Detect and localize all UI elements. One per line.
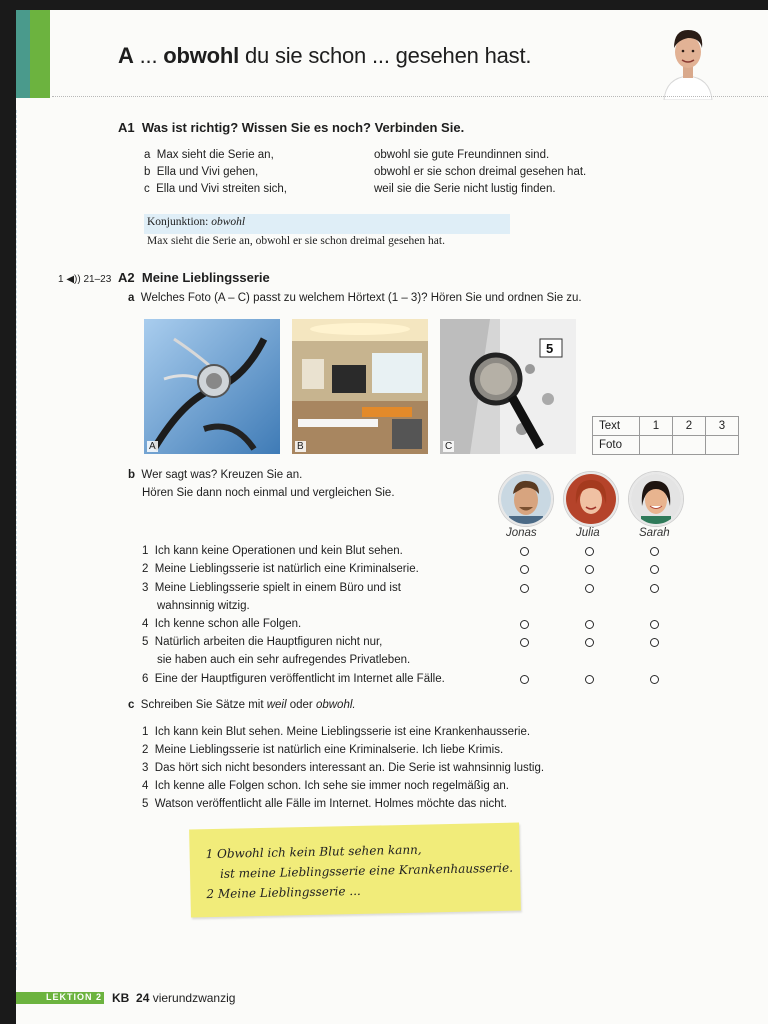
footer-lektion: LEKTION 2	[46, 992, 103, 1002]
header-divider	[52, 96, 768, 97]
a2-number: A2	[118, 270, 135, 285]
svg-text:5: 5	[546, 341, 554, 356]
radio-5-julia[interactable]	[585, 638, 594, 647]
sentence-4: 4 Ich kenne alle Folgen schon. Ich sehe sie immer noch regelmäßig an.	[142, 780, 509, 792]
radio-4-julia[interactable]	[585, 620, 594, 629]
statement-5-cont: sie haben auch ein sehr aufregendes Privatleben.	[157, 654, 411, 666]
radio-6-julia[interactable]	[585, 675, 594, 684]
photo-office	[292, 319, 428, 454]
a2-part-b-instruction: b Wer sagt was? Kreuzen Sie an.	[128, 469, 303, 481]
photo-stethoscope	[144, 319, 280, 454]
statement-3: 3 Meine Lieblingsserie spielt in einem Büro und ist	[142, 582, 401, 594]
radio-2-jonas[interactable]	[520, 565, 529, 574]
radio-2-sarah[interactable]	[650, 565, 659, 574]
statement-5: 5 Natürlich arbeiten die Hauptfiguren nicht nur,	[142, 636, 383, 648]
radio-5-sarah[interactable]	[650, 638, 659, 647]
name-sarah: Sarah	[639, 527, 670, 539]
statement-2: 2 Meine Lieblingsserie ist natürlich eine Kriminalserie.	[142, 563, 419, 575]
a1-right-item: obwohl sie gute Freundinnen sind.	[374, 149, 550, 161]
radio-6-sarah[interactable]	[650, 675, 659, 684]
office-image	[292, 319, 428, 454]
foto-answer-cell[interactable]	[640, 436, 673, 455]
table-label-foto: Foto	[593, 436, 640, 455]
radio-1-sarah[interactable]	[650, 547, 659, 556]
name-jonas: Jonas	[506, 527, 537, 539]
sentence-2: 2 Meine Lieblingsserie ist natürlich eine Kriminalserie. Ich liebe Krimis.	[142, 744, 504, 756]
magnifying-glass-image	[440, 319, 576, 454]
statement-6: 6 Eine der Hauptfiguren veröffentlicht im Internet alle Fälle.	[142, 673, 445, 685]
a2-part-c-instruction: c Schreiben Sie Sätze mit weil oder obwohl.	[128, 699, 356, 711]
note-line-2: ist meine Lieblingsserie eine Krankenhausserie.	[219, 860, 514, 881]
photo-label-c: C	[445, 441, 453, 452]
tab-teal	[16, 10, 30, 98]
a1-heading	[118, 120, 464, 135]
a2-part-b-instruction-2: Hören Sie dann noch einmal und vergleichen Sie.	[142, 487, 395, 499]
radio-4-sarah[interactable]	[650, 620, 659, 629]
radio-4-jonas[interactable]	[520, 620, 529, 629]
a1-right-item: obwohl er sie schon dreimal gesehen hat.	[374, 166, 587, 178]
a1-number: A1	[118, 120, 135, 135]
grammar-hint-example: Max sieht die Serie an, obwohl er sie schon dreimal gesehen hat.	[147, 235, 445, 247]
a1-right-item: weil sie die Serie nicht lustig finden.	[374, 183, 556, 195]
title-bold: obwohl	[163, 43, 240, 68]
textbook-page	[16, 10, 768, 1024]
tab-green	[30, 10, 50, 98]
a1-left-item: a Max sieht die Serie an,	[144, 149, 274, 161]
section-letter: A	[118, 43, 134, 68]
margin-guide	[16, 110, 18, 970]
radio-5-jonas[interactable]	[520, 638, 529, 647]
a1-left-item: b Ella und Vivi gehen,	[144, 166, 259, 178]
stethoscope-image	[144, 319, 280, 454]
sentence-3: 3 Das hört sich nicht besonders interessant an. Die Serie ist wahnsinnig lustig.	[142, 762, 545, 774]
foto-answer-cell[interactable]	[706, 436, 739, 455]
statement-4: 4 Ich kenne schon alle Folgen.	[142, 618, 302, 630]
foto-answer-cell[interactable]	[673, 436, 706, 455]
radio-3-sarah[interactable]	[650, 584, 659, 593]
woman-portrait-image	[652, 18, 724, 100]
table-col-3: 3	[706, 417, 739, 436]
footer-page: KB 24 vierundzwanzig	[112, 991, 236, 1005]
text-photo-matching-table	[592, 416, 739, 455]
name-julia: Julia	[576, 527, 600, 539]
statement-3-cont: wahnsinnig witzig.	[157, 600, 250, 612]
note-line-3: 2 Meine Lieblingsserie ...	[206, 883, 361, 902]
table-col-2: 2	[673, 417, 706, 436]
radio-1-julia[interactable]	[585, 547, 594, 556]
photo-label-b: B	[297, 441, 304, 452]
title-post: du sie schon ... gesehen hast.	[239, 43, 532, 68]
audio-track-label: 1 ◀)) 21–23	[58, 274, 112, 285]
a2-part-a-instruction: a Welches Foto (A – C) passt zu welchem Hörtext (1 – 3)? Hören Sie und ordnen Sie zu.	[128, 292, 582, 304]
a1-left-item: c Ella und Vivi streiten sich,	[144, 183, 287, 195]
photo-label-a: A	[149, 441, 156, 452]
example-answer-note	[189, 823, 521, 918]
statement-1: 1 Ich kann keine Operationen und kein Blut sehen.	[142, 545, 403, 557]
sentence-1: 1 Ich kann kein Blut sehen. Meine Lieblingsserie ist eine Krankenhausserie.	[142, 726, 531, 738]
table-label-text: Text	[593, 417, 640, 436]
avatar-jonas	[499, 472, 553, 526]
radio-3-julia[interactable]	[585, 584, 594, 593]
radio-1-jonas[interactable]	[520, 547, 529, 556]
page-title	[118, 43, 531, 69]
photo-magnifier	[440, 319, 576, 454]
title-pre: ...	[133, 43, 164, 68]
table-col-1: 1	[640, 417, 673, 436]
radio-2-julia[interactable]	[585, 565, 594, 574]
avatar-sarah	[629, 472, 683, 526]
lesson-color-tabs	[16, 10, 50, 100]
a2-title: Meine Lieblingsserie	[141, 270, 270, 285]
avatar-julia	[564, 472, 618, 526]
a2-heading	[118, 270, 270, 285]
radio-6-jonas[interactable]	[520, 675, 529, 684]
radio-3-jonas[interactable]	[520, 584, 529, 593]
note-line-1: 1 Obwohl ich kein Blut sehen kann,	[205, 842, 422, 862]
grammar-hint-label: Konjunktion: obwohl	[147, 216, 246, 228]
sentence-5: 5 Watson veröffentlicht alle Fälle im Internet. Holmes möchte das nicht.	[142, 798, 507, 810]
a1-instruction: Was ist richtig? Wissen Sie es noch? Verbinden Sie.	[141, 120, 465, 135]
